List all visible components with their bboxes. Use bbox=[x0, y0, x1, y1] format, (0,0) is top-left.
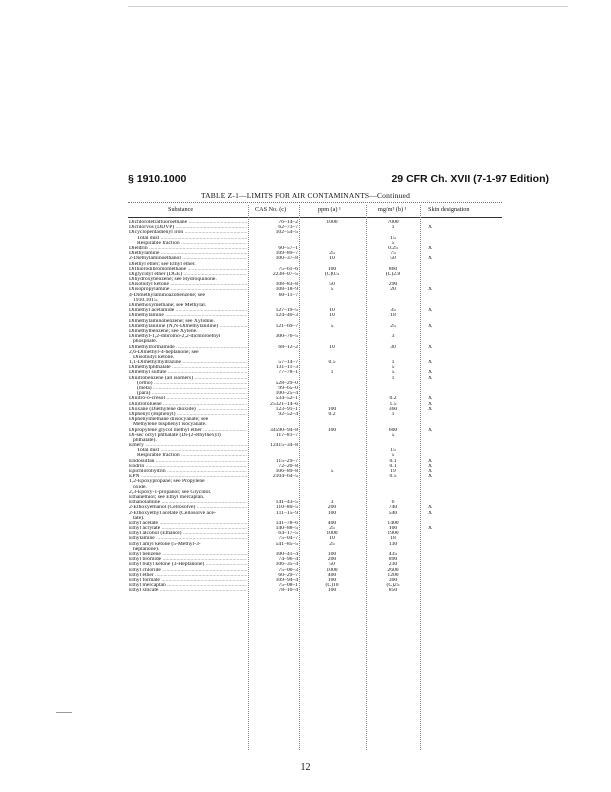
cas-cell: 76–14–2 bbox=[278, 220, 298, 225]
substance-cell: Ethanolamine ..... bbox=[129, 500, 247, 505]
substance-cell: Dinitrotoluene ..... bbox=[129, 402, 247, 407]
substance-cell: Dimethylphthalate ..... bbox=[129, 365, 247, 370]
ppm-cell: 3 bbox=[330, 500, 334, 506]
skin-cell: X bbox=[428, 308, 433, 314]
ppm-cell: 10 bbox=[329, 313, 335, 319]
substance-cell: Diglycidyl ether (DGE) ..... bbox=[129, 272, 247, 277]
mg-cell: 740 bbox=[388, 505, 398, 511]
substance-cell: Dihydroxybenzene; see Hydroquinone. bbox=[129, 277, 217, 283]
substance-cell: Di-sec octyl phthalate (Di-(2-ethylhexyl) bbox=[129, 432, 221, 438]
cas-cell: 25321–14–6 bbox=[270, 401, 298, 407]
substance-cell: Epichlorohydrin ..... bbox=[129, 469, 247, 474]
mg-cell: 435 bbox=[388, 552, 398, 557]
mg-cell: 50 bbox=[390, 256, 396, 262]
skin-cell: X bbox=[428, 287, 433, 293]
substance-cell: (para) ..... bbox=[137, 391, 247, 396]
cas-cell: 2104–64–5 bbox=[272, 474, 298, 480]
table-row bbox=[0, 588, 611, 593]
cas-cell: 541–85–5 bbox=[275, 541, 298, 547]
cas-cell: 77–78–1 bbox=[278, 370, 298, 376]
mg-cell: 1 bbox=[391, 375, 395, 381]
cas-cell: 78–10–4 bbox=[278, 588, 298, 594]
cas-cell: 110–80–5 bbox=[275, 505, 298, 511]
substance-cell: phthalate). bbox=[133, 437, 157, 443]
ppm-cell: 1000 bbox=[326, 220, 338, 225]
column-header-cas: CAS No. (c) bbox=[255, 206, 287, 213]
ppm-cell: 100 bbox=[327, 510, 337, 516]
substance-cell: Diethylamine ..... bbox=[129, 251, 247, 256]
substance-cell: Dichlorvos (DDVP) ..... bbox=[129, 225, 247, 230]
substance-cell: Dimethyl acetamide ..... bbox=[129, 308, 247, 313]
mg-cell: 18 bbox=[390, 313, 396, 319]
mg-cell: 600 bbox=[388, 427, 398, 433]
substance-cell: Ethyl ether ..... bbox=[129, 573, 247, 578]
substance-cell: Ethyl chloride ..... bbox=[129, 568, 247, 573]
cas-cell: 68–12–2 bbox=[278, 344, 298, 350]
mg-cell: 0.2 bbox=[389, 396, 397, 402]
substance-cell: Dinitro-o-cresol ..... bbox=[129, 396, 247, 401]
skin-cell: X bbox=[428, 370, 433, 376]
skin-cell: X bbox=[428, 474, 433, 480]
cfr-header: 29 CFR Ch. XVII (7-1-97 Edition) bbox=[391, 173, 549, 185]
ppm-cell: 1000 bbox=[326, 567, 338, 573]
mg-cell: 15 bbox=[390, 235, 396, 241]
skin-cell: X bbox=[428, 360, 433, 366]
substance-cell: Ethyl acrylate ..... bbox=[129, 526, 247, 531]
substance-cell: (ortho) ..... bbox=[137, 381, 247, 386]
mg-cell: 0.25 bbox=[388, 245, 398, 251]
column-header-mg: mg/m³ (b) ¹ bbox=[378, 206, 407, 213]
mg-cell: 290 bbox=[388, 282, 398, 288]
mg-cell: 890 bbox=[388, 557, 398, 563]
skin-cell: X bbox=[428, 463, 433, 469]
ppm-cell: 5 bbox=[330, 469, 334, 474]
mg-cell: 230 bbox=[388, 562, 398, 568]
substance-cell: Dimethyl-1,2-dibromo-2,2-dichloroethyl bbox=[129, 334, 221, 340]
substance-cell: Difluorodibromomethane ..... bbox=[129, 267, 247, 272]
substance-cell: 4-Dimethylaminoazobenzene; see bbox=[129, 292, 205, 298]
ppm-cell: 25 bbox=[329, 251, 335, 257]
substance-cell: Diethyl ether; see Ethyl ether. bbox=[129, 261, 196, 267]
cas-cell: 64–17–5 bbox=[278, 531, 298, 537]
column-header-ppm: ppm (a) ¹ bbox=[318, 206, 341, 213]
ppm-cell: 1 bbox=[330, 370, 334, 376]
substance-cell: tate). bbox=[133, 515, 145, 521]
ppm-cell: 200 bbox=[327, 505, 337, 511]
substance-cell: EPN ..... bbox=[129, 474, 247, 479]
table-title: TABLE Z-1—LIMITS FOR AIR CONTAMINANTS—Continued bbox=[200, 191, 411, 200]
column-header-substance: Substance bbox=[168, 206, 194, 213]
mg-cell: 5 bbox=[391, 432, 395, 438]
cas-cell: 92–52–4 bbox=[278, 411, 298, 417]
substance-cell: Dimethylbenzene; see Xylene. bbox=[129, 328, 198, 334]
substance-cell: Ethyl alcohol (Ethanol) ..... bbox=[129, 531, 247, 536]
substance-cell: Dioxane (Diethylene dioxide) ..... bbox=[129, 407, 247, 412]
ppm-cell: 1000 bbox=[326, 531, 338, 537]
ppm-cell: 50 bbox=[329, 562, 335, 568]
ppm-cell: 100 bbox=[327, 552, 337, 557]
substance-cell: Ethyl bromide ..... bbox=[129, 557, 247, 562]
cas-cell: 300–76–5 bbox=[275, 334, 298, 340]
cas-cell: 106–35–4 bbox=[275, 562, 298, 568]
substance-cell: Ethyl amyl ketone (5-Methyl-3- bbox=[129, 541, 201, 547]
cas-cell: 109–89–7 bbox=[275, 251, 298, 257]
title-separator bbox=[128, 202, 502, 203]
mg-cell: 2600 bbox=[387, 567, 399, 573]
mg-cell: 300 bbox=[388, 577, 398, 583]
skin-cell: X bbox=[428, 510, 433, 516]
ppm-cell: 10 bbox=[329, 536, 335, 542]
substance-cell: Respirable fraction ..... bbox=[137, 453, 247, 458]
mg-cell: 7000 bbox=[387, 220, 399, 225]
cas-cell: 99–65–0 bbox=[278, 386, 298, 391]
cas-cell: 131–11–3 bbox=[275, 365, 298, 371]
ppm-cell: 5 bbox=[330, 323, 334, 329]
cas-cell: 102–54–5 bbox=[275, 230, 298, 236]
table-column-headers bbox=[0, 205, 611, 217]
mg-cell: 6 bbox=[391, 500, 395, 506]
substance-cell: (meta) ..... bbox=[137, 386, 247, 391]
mg-cell: 5 bbox=[391, 240, 395, 246]
mg-cell: 1900 bbox=[387, 531, 399, 537]
mg-cell: 19 bbox=[390, 469, 396, 474]
mg-cell: 540 bbox=[388, 510, 398, 516]
skin-cell: X bbox=[428, 458, 433, 464]
cas-cell: 111–15–9 bbox=[276, 510, 298, 516]
skin-cell: X bbox=[428, 344, 433, 350]
skin-cell: X bbox=[428, 396, 433, 402]
substance-cell: oxide. bbox=[133, 484, 147, 490]
substance-cell: Dimethyl sulfate ..... bbox=[129, 370, 247, 375]
mg-cell: 0.5 bbox=[389, 474, 397, 480]
cas-cell: 528–29–0 bbox=[275, 380, 298, 386]
substance-cell: Total dust ..... bbox=[137, 236, 247, 241]
page-number: 12 bbox=[300, 762, 311, 773]
substance-cell: Diisobutyl ketone. bbox=[133, 354, 175, 360]
margin-mark bbox=[56, 712, 72, 713]
cas-cell: 34590–94–8 bbox=[270, 427, 298, 433]
mg-cell: 5 bbox=[391, 365, 395, 371]
ppm-cell: 100 bbox=[327, 588, 337, 594]
mg-cell: 130 bbox=[388, 541, 398, 547]
substance-cell: 1910.1015. bbox=[133, 297, 159, 303]
skin-cell: X bbox=[428, 323, 433, 329]
mg-cell: 860 bbox=[388, 266, 398, 272]
ppm-cell: 5 bbox=[330, 287, 334, 293]
cas-cell: 127–19–5 bbox=[275, 308, 298, 314]
substance-cell: Dimethoxymethane; see Methylal. bbox=[129, 303, 207, 308]
mg-cell: 1 bbox=[391, 411, 395, 417]
skin-cell: X bbox=[428, 256, 433, 262]
cas-cell: 141–43–5 bbox=[275, 500, 298, 506]
cas-cell: 60–11–7 bbox=[278, 292, 298, 298]
cas-cell: 62–73–7 bbox=[278, 225, 298, 231]
skin-cell: X bbox=[428, 225, 433, 231]
ppm-cell: 50 bbox=[329, 282, 335, 288]
cas-cell: 109–94–4 bbox=[275, 577, 298, 583]
section-header: § 1910.1000 bbox=[128, 173, 187, 185]
cas-cell: 60–29–7 bbox=[278, 572, 298, 578]
skin-cell: X bbox=[428, 406, 433, 412]
substance-cell: Dinitrobenzene (all isomers) ..... bbox=[129, 376, 247, 381]
substance-cell: Dimethylaniline (N,N-Dimethylaniline) ..... bbox=[129, 324, 247, 329]
substance-cell: Methylene bisphenyl isocyanate. bbox=[133, 422, 207, 428]
substance-cell: Dimethylformamide ..... bbox=[129, 345, 247, 350]
cas-cell: 72–20–8 bbox=[278, 463, 298, 469]
mg-cell: 5 bbox=[391, 370, 395, 376]
ppm-cell: 400 bbox=[327, 520, 337, 526]
substance-cell: 2-Ethoxyethanol (Cellosolve) ..... bbox=[129, 505, 247, 510]
substance-cell: Ethyl butyl ketone (3-Heptanone) ..... bbox=[129, 562, 247, 567]
ppm-cell: 0.5 bbox=[328, 360, 336, 366]
substance-cell: Endosulfan ..... bbox=[129, 459, 247, 464]
ppm-cell: 10 bbox=[329, 256, 335, 262]
ppm-cell: 10 bbox=[329, 344, 335, 350]
mg-cell: 1 bbox=[391, 360, 395, 366]
mg-cell: (C)2.8 bbox=[385, 271, 401, 277]
cas-cell: 100–41–4 bbox=[275, 552, 298, 557]
mg-cell: 1400 bbox=[387, 520, 399, 526]
ppm-cell: 0.2 bbox=[328, 411, 336, 417]
cas-cell: 75–08–1 bbox=[278, 583, 298, 589]
mg-cell: 30 bbox=[390, 344, 396, 350]
cas-cell: 60–57–1 bbox=[278, 245, 298, 251]
substance-cell: Dieldrin ..... bbox=[129, 246, 247, 251]
cas-cell: 121–69–7 bbox=[275, 323, 298, 329]
cas-cell: 124–40–3 bbox=[275, 313, 298, 319]
skin-cell: X bbox=[428, 505, 433, 511]
substance-cell: Diphenyl (Biphenyl) ..... bbox=[129, 412, 247, 417]
mg-cell: 1.5 bbox=[389, 401, 397, 407]
substance-cell: Total dust ..... bbox=[137, 448, 247, 453]
cas-cell: 100–25–4 bbox=[275, 391, 298, 397]
substance-cell: Endrin ..... bbox=[129, 464, 247, 469]
substance-cell: Ethyl mercaptan ..... bbox=[129, 583, 247, 588]
header-rule bbox=[128, 217, 502, 218]
substance-cell: Dipropylene glycol methyl ether ..... bbox=[129, 428, 247, 433]
cas-cell: 75–04–7 bbox=[278, 536, 298, 542]
cas-cell: 106–89–8 bbox=[275, 469, 298, 474]
table-body bbox=[0, 220, 611, 594]
skin-cell: X bbox=[428, 427, 433, 433]
substance-cell: Respirable fraction ..... bbox=[137, 241, 247, 246]
mg-cell: 75 bbox=[390, 251, 396, 257]
mg-cell: 0.1 bbox=[389, 458, 397, 464]
cas-cell: 2238–07–5 bbox=[272, 271, 298, 277]
substance-cell: Dimethylaminobenzene; see Xylidine. bbox=[129, 318, 215, 324]
mg-cell: 15 bbox=[390, 448, 396, 454]
mg-cell: (C)25 bbox=[386, 583, 400, 589]
mg-cell: 18 bbox=[390, 536, 396, 542]
ppm-cell: 100 bbox=[327, 577, 337, 583]
substance-cell: Emery ..... bbox=[129, 443, 247, 448]
ppm-cell: 400 bbox=[327, 572, 337, 578]
ppm-cell: (C)0.5 bbox=[324, 271, 340, 277]
mg-cell: 5 bbox=[391, 453, 395, 459]
substance-cell: 2-Ethoxyethyl acetate (Cellosolve ace- bbox=[129, 510, 216, 516]
mg-cell: 35 bbox=[390, 308, 396, 314]
substance-cell: 1,2-Epoxypropane; see Propylene bbox=[129, 479, 205, 485]
substance-cell: 2,3-Epoxy-1-propanol; see Glycidol. bbox=[129, 489, 212, 495]
cas-cell: 100–37–8 bbox=[275, 256, 298, 262]
substance-cell: 2-Diethylaminoethanol ..... bbox=[129, 256, 247, 261]
substance-cell: Diisopropylamine ..... bbox=[129, 287, 247, 292]
cas-cell: 534–52–1 bbox=[275, 396, 298, 402]
skin-cell: X bbox=[428, 245, 433, 251]
ppm-cell: (C)10 bbox=[325, 583, 339, 589]
mg-cell: 3 bbox=[391, 334, 395, 340]
skin-cell: X bbox=[428, 469, 433, 474]
substance-cell: Dimethylamine ..... bbox=[129, 313, 247, 318]
skin-cell: X bbox=[428, 401, 433, 407]
substance-cell: Dichlorotetrafluoroethane ..... bbox=[129, 220, 247, 225]
substance-cell: 2,6-Dimethyl-4-heptanone; see bbox=[129, 349, 199, 355]
column-header-skin: Skin designation bbox=[428, 206, 470, 213]
ppm-cell: 200 bbox=[327, 557, 337, 563]
substance-cell: Ethyl formate ..... bbox=[129, 578, 247, 583]
cas-cell: 12415–34–8 bbox=[270, 443, 298, 449]
cas-cell: 141–78–6 bbox=[275, 520, 298, 526]
mg-cell: 850 bbox=[388, 588, 398, 594]
cas-cell: 117–81–7 bbox=[275, 432, 298, 438]
substance-cell: Ethanethiol; see Ethyl mercaptan. bbox=[129, 494, 205, 500]
cas-cell: 115–29–7 bbox=[275, 458, 298, 464]
mg-cell: 25 bbox=[390, 323, 396, 329]
mg-cell: 1200 bbox=[387, 572, 399, 578]
skin-cell: X bbox=[428, 375, 433, 381]
substance-cell: Ethyl benzene ..... bbox=[129, 552, 247, 557]
substance-cell: heptanone). bbox=[133, 546, 160, 552]
mg-cell: 100 bbox=[388, 526, 398, 532]
ppm-cell: 10 bbox=[329, 308, 335, 314]
substance-cell: Diphenylmethane diisocyanate; see bbox=[129, 417, 209, 423]
substance-cell: Diisobutyl ketone ..... bbox=[129, 282, 247, 287]
mg-cell: 20 bbox=[390, 287, 396, 293]
substance-cell: Ethylamine ..... bbox=[129, 536, 247, 541]
top-rule bbox=[128, 6, 568, 7]
cas-cell: 108–18–9 bbox=[275, 287, 298, 293]
substance-cell: Ethyl acetate ..... bbox=[129, 521, 247, 526]
cas-cell: 75–61–6 bbox=[278, 266, 298, 272]
ppm-cell: 25 bbox=[329, 526, 335, 532]
skin-cell: X bbox=[428, 526, 433, 532]
ppm-cell: 25 bbox=[329, 541, 335, 547]
ppm-cell: 100 bbox=[327, 406, 337, 412]
ppm-cell: 100 bbox=[327, 427, 337, 433]
ppm-cell: 100 bbox=[327, 266, 337, 272]
substance-cell: Ethyl silicate ..... bbox=[129, 588, 247, 593]
substance-cell: Dicyclopentadienyl iron ..... bbox=[129, 230, 247, 235]
mg-cell: 1 bbox=[391, 225, 395, 231]
cas-cell: 140–88–5 bbox=[275, 526, 298, 532]
cas-cell: 123–91–1 bbox=[275, 406, 298, 412]
cas-cell: 108–83–8 bbox=[275, 282, 298, 288]
cas-cell: 57–14–7 bbox=[278, 360, 298, 366]
mg-cell: 360 bbox=[388, 406, 398, 412]
cas-cell: 75–00–3 bbox=[278, 567, 298, 573]
mg-cell: 0.1 bbox=[389, 463, 397, 469]
cas-cell: 74–96–4 bbox=[278, 557, 298, 563]
substance-cell: phosphate. bbox=[133, 339, 158, 345]
substance-cell: 1,1-Dimethylhydrazine ..... bbox=[129, 360, 247, 365]
